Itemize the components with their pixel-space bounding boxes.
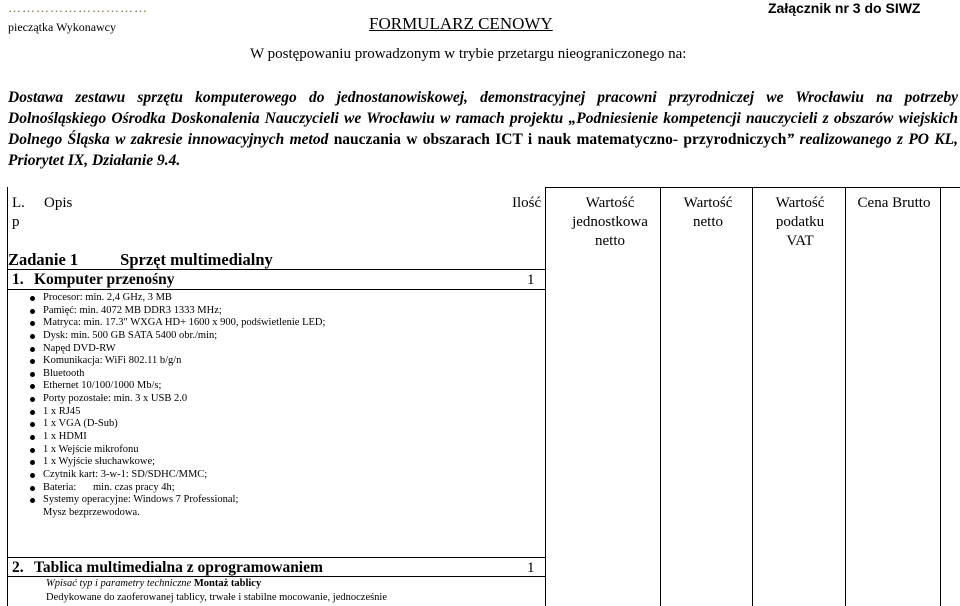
col-header-vat-2: podatku xyxy=(775,214,825,230)
bullet-icon xyxy=(30,448,35,453)
spec-item: 1 x Wejście mikrofonu xyxy=(28,444,325,457)
col-header-net-1: Wartość xyxy=(683,195,733,211)
col-header-unit-2: jednostkowa xyxy=(572,214,648,230)
item-1-qty: 1 xyxy=(527,272,535,288)
bullet-icon xyxy=(30,309,35,314)
row-divider-item1-title xyxy=(7,289,545,290)
spec-item: 1 x Wyjście słuchawkowe; xyxy=(28,456,325,469)
col-divider-vat xyxy=(845,187,846,606)
item-2-title: Tablica multimedialna z oprogramowaniem xyxy=(34,559,323,576)
spec-item-continuation: Mysz bezprzewodowa. xyxy=(43,506,140,518)
col-divider-ilosc xyxy=(545,187,546,606)
spec-item: 1 x VGA (D-Sub) xyxy=(28,418,325,431)
bullet-icon xyxy=(30,347,35,352)
col-header-lp-1: L. xyxy=(12,195,25,211)
col-header-lp-2: p xyxy=(12,214,20,230)
col-header-unit-1: Wartość xyxy=(585,195,635,211)
col-header-net-value xyxy=(665,194,751,232)
col-header-unit-3: netto xyxy=(595,233,625,249)
spec-item: Systemy operacyjne: Windows 7 Professional; xyxy=(28,494,325,507)
bullet-icon xyxy=(30,460,35,465)
row-divider-item2 xyxy=(7,557,545,558)
stamp-dots: ………………………… xyxy=(8,0,148,15)
spec-item: Procesor: min. 2,4 GHz, 3 MB xyxy=(28,292,325,305)
bullet-icon xyxy=(30,422,35,427)
col-header-ilosc: Ilość xyxy=(512,195,542,211)
col-header-vat xyxy=(756,194,844,251)
item-2-note-italic: Wpisać typ i parametry techniczne xyxy=(46,578,192,589)
form-title: FORMULARZ CENOWY xyxy=(369,14,553,33)
item-1-spec-list xyxy=(28,292,325,520)
item-2-number: 2. xyxy=(12,559,24,576)
bullet-icon xyxy=(30,296,35,301)
subject-line2-rest: ” realizowanego z PO KL, Priorytet IX, Działanie 9.4. xyxy=(8,131,959,169)
attachment-label: Załącznik nr 3 do SIWZ xyxy=(768,0,921,16)
bullet-icon xyxy=(30,397,35,402)
bullet-icon xyxy=(30,359,35,364)
task-name: Sprzęt multimedialny xyxy=(120,250,273,269)
item-2-desc: Dedykowane do zaoferowanej tablicy, trwałe i stabilne mocowanie, jednocześnie xyxy=(46,592,388,603)
col-header-brutto: Cena Brutto xyxy=(857,195,931,211)
bullet-icon xyxy=(30,486,35,491)
spec-item: Komunikacja: WiFi 802.11 b/g/n xyxy=(28,355,325,368)
bullet-icon xyxy=(30,410,35,415)
col-header-unit-value xyxy=(562,194,658,251)
task-row xyxy=(8,250,273,270)
item-2-note-bold: Montaż tablicy xyxy=(193,578,262,589)
col-header-vat-3: VAT xyxy=(786,233,814,249)
bullet-icon xyxy=(30,372,35,377)
col-header-vat-1: Wartość xyxy=(775,195,825,211)
task-label: Zadanie 1 xyxy=(8,250,79,269)
subject-line2-upright: nauczania w obszarach ICT i nauk matematyczno- przyrodniczych xyxy=(333,131,787,148)
intro-text: W postępowaniu prowadzonym w trybie przetargu nieograniczonego na: xyxy=(250,46,687,62)
procurement-subject xyxy=(8,87,958,171)
col-divider-net xyxy=(752,187,753,606)
col-header-net-2: netto xyxy=(693,214,723,230)
spec-item: Porty pozostałe: min. 3 x USB 2.0 xyxy=(28,393,325,406)
bullet-icon xyxy=(30,435,35,440)
battery-value: min. czas pracy 4h; xyxy=(93,481,175,493)
bullet-icon xyxy=(30,334,35,339)
col-header-opis: Opis xyxy=(44,195,73,211)
spec-item xyxy=(28,482,325,495)
bullet-icon xyxy=(30,473,35,478)
spec-item: 1 x HDMI xyxy=(28,431,325,444)
bullet-icon xyxy=(30,321,35,326)
battery-label: Bateria: xyxy=(43,481,77,493)
spec-item: 1 x RJ45 xyxy=(28,406,325,419)
spec-item: Bluetooth xyxy=(28,368,325,381)
spec-item: Napęd DVD-RW xyxy=(28,343,325,356)
item-2-qty: 1 xyxy=(527,560,535,576)
bullet-icon xyxy=(30,384,35,389)
item-1-number: 1. xyxy=(12,271,24,288)
bullet-icon xyxy=(30,498,35,503)
item-2-note xyxy=(46,578,261,589)
spec-item: Dysk: min. 500 GB SATA 5400 obr./min; xyxy=(28,330,325,343)
spec-item: Czytnik kart: 3-w-1: SD/SDHC/MMC; xyxy=(28,469,325,482)
col-divider-unit xyxy=(660,187,661,606)
subject-line1: Dostawa zestawu sprzętu komputerowego do jednostanowiskowej, demonstracyjnej pracowni przyrodniczej we Wrocławiu na potrzeby Dolnośląskiego Ośrodka Doskonalenia Nauczycieli we Wrocławiu w ramach projektu „Podniesienie kompetencji nauczycieli z obszarów wiejskich Dolnego Śląska w zakresie innowacyjnych metod xyxy=(8,89,958,148)
col-header-lp xyxy=(12,194,25,232)
spec-item: Ethernet 10/100/1000 Mb/s; xyxy=(28,380,325,393)
stamp-label: pieczątka Wykonawcy xyxy=(8,20,117,34)
col-divider-brutto xyxy=(940,187,941,606)
spec-item: Matryca: min. 17.3" WXGA HD+ 1600 x 900, podświetlenie LED; xyxy=(28,317,325,330)
spec-item: Pamięć: min. 4072 MB DDR3 1333 MHz; xyxy=(28,305,325,318)
item-1-title: Komputer przenośny xyxy=(34,271,175,288)
